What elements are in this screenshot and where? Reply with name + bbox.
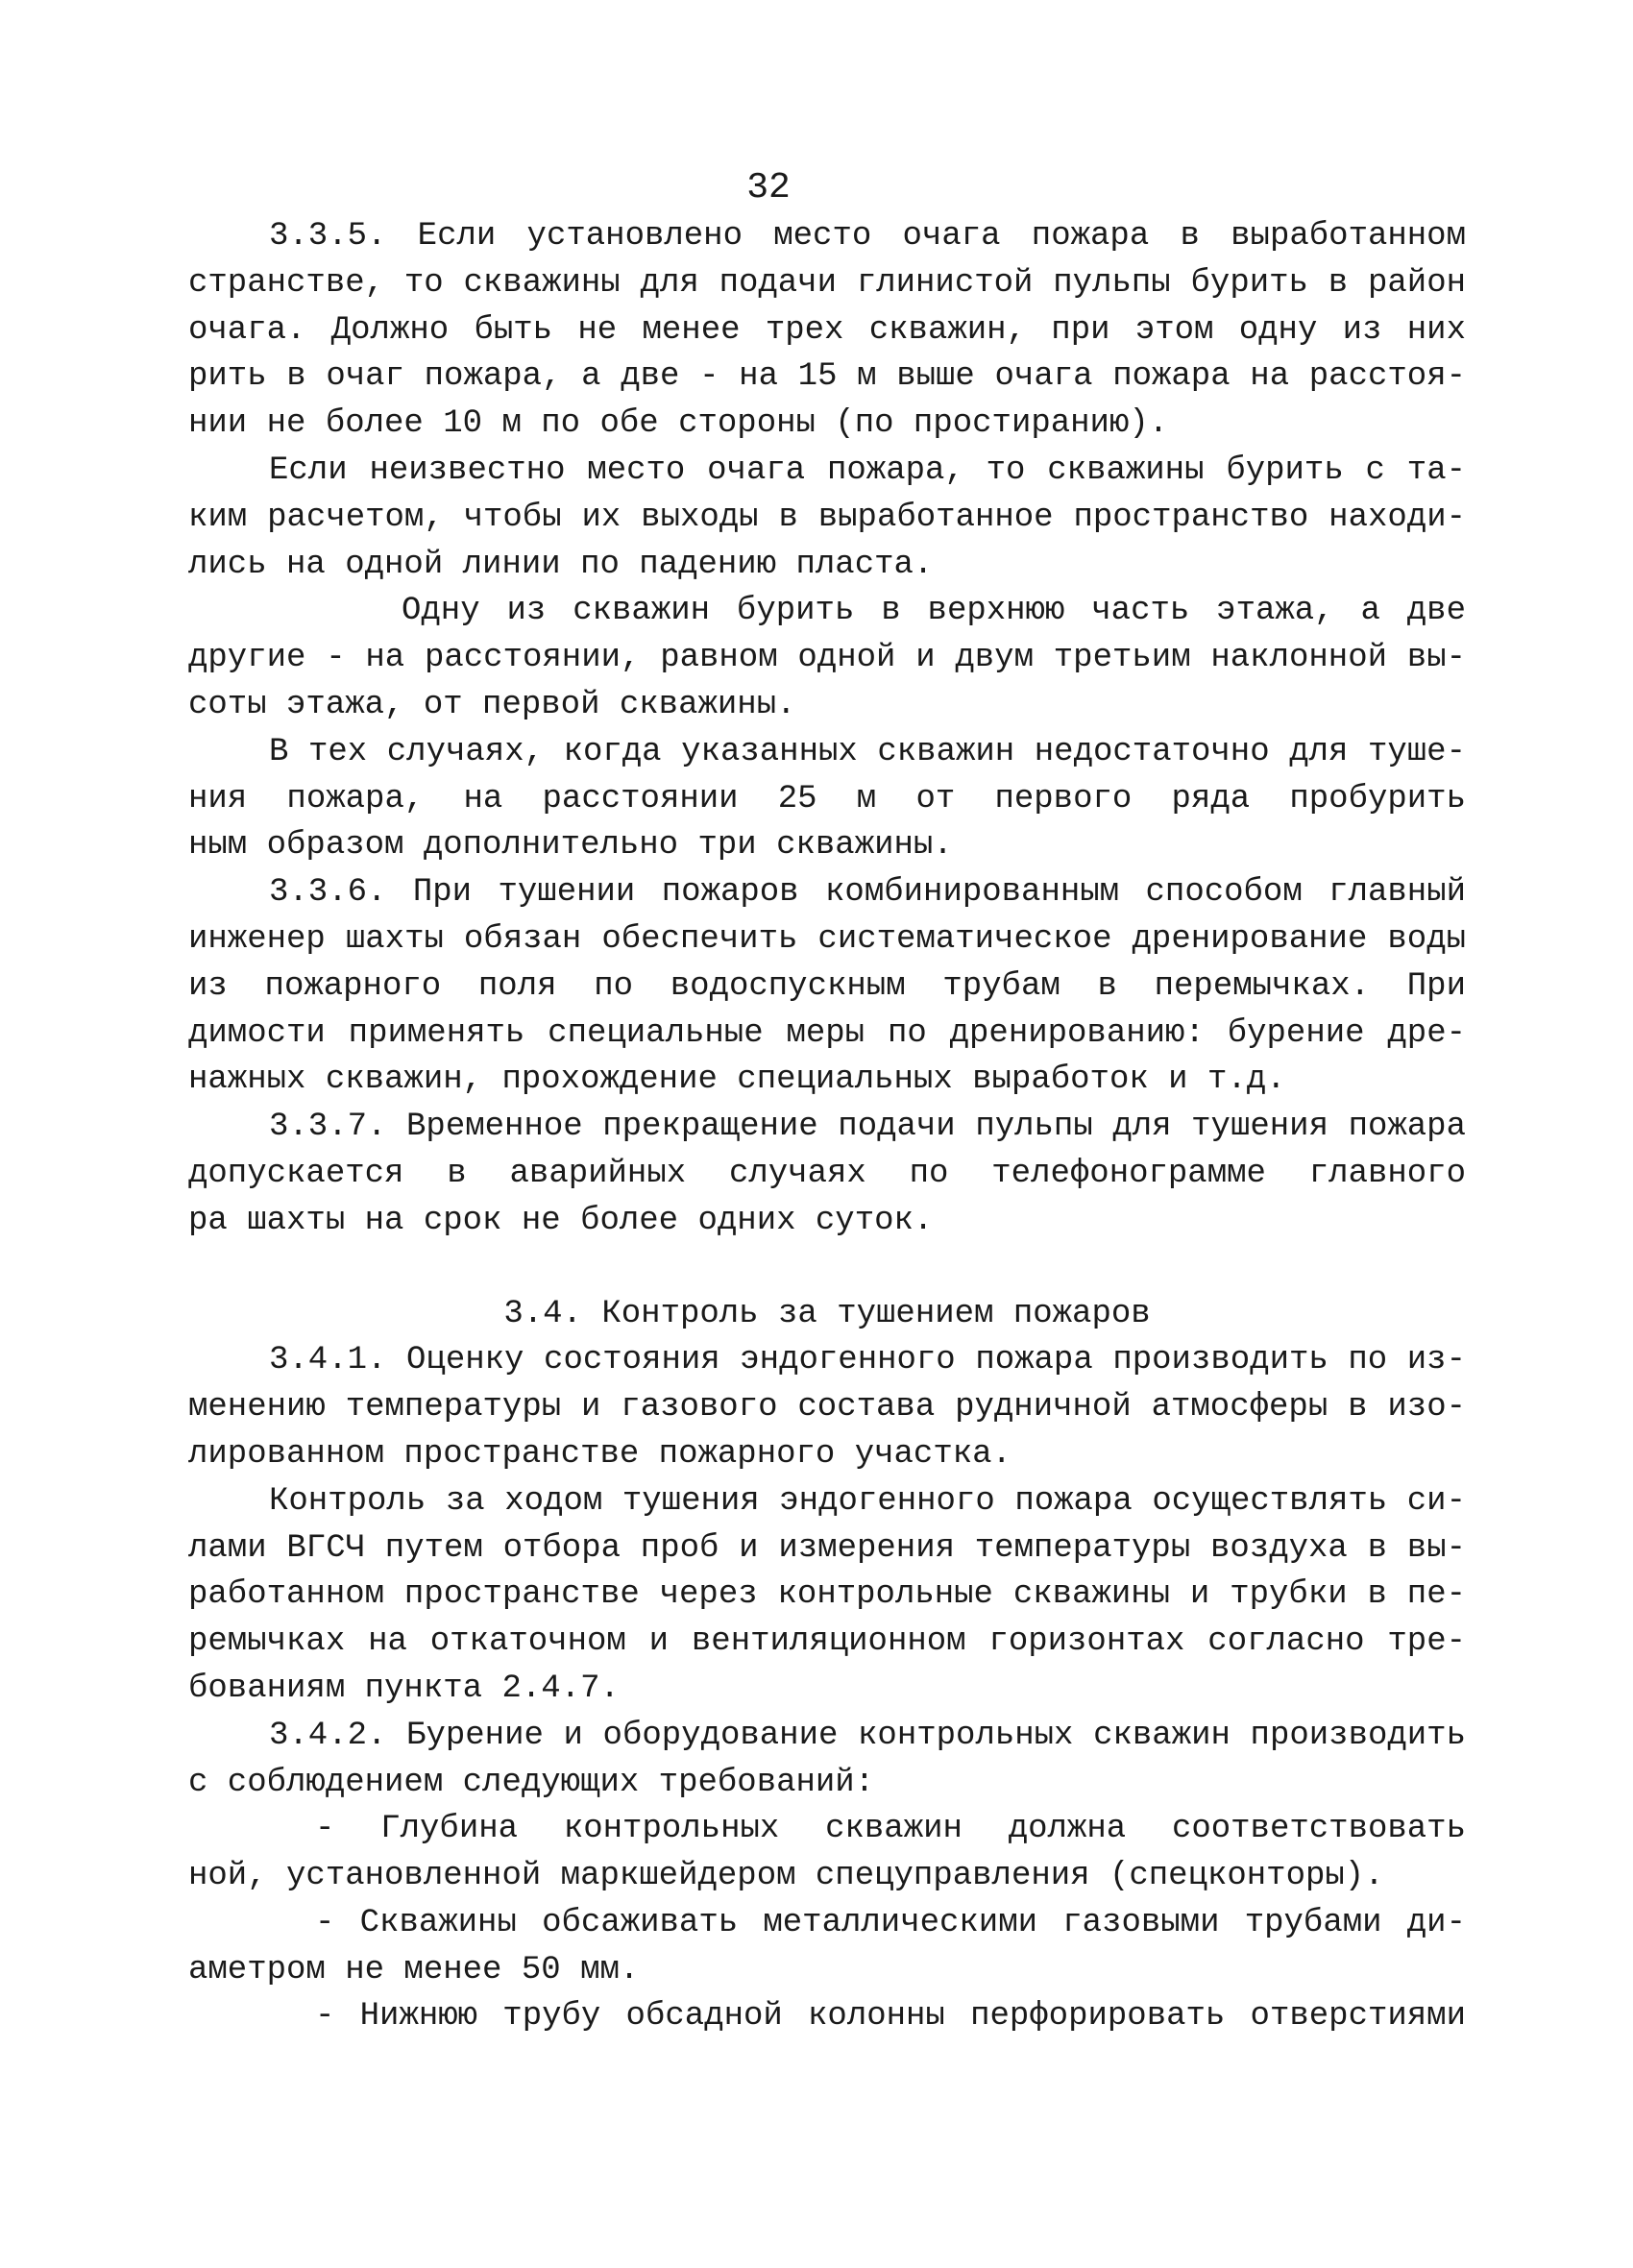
- list-item-depth: [188, 1806, 1466, 1900]
- page-number: 32: [746, 167, 791, 208]
- text-line: рить в очаг пожара, а две - на 15 м выше очага пожара на расстоя-: [188, 358, 1466, 396]
- list-item-casing: [188, 1900, 1466, 1994]
- text-line: менению температуры и газового состава рудничной атмосферы в изо-: [188, 1389, 1466, 1427]
- text-line: с соблюдением следующих требований:: [188, 1764, 875, 1801]
- paragraph-3-3-7: [188, 1104, 1466, 1244]
- text-line: инженер шахты обязан обеспечить систематическое дренирование воды: [188, 920, 1466, 958]
- text-line: ремычках на откаточном и вентиляционном горизонтах согласно тре-: [188, 1623, 1466, 1661]
- text-line: странстве, то скважины для подачи глинистой пульпы бурить в район: [188, 264, 1466, 302]
- text-line: аметром не менее 50 мм.: [188, 1951, 640, 1988]
- paragraph-3-4-2: [188, 1713, 1466, 1807]
- text-line: 3.3.5. Если установлено место очага пожара в выработанном: [269, 218, 1466, 255]
- text-line: нажных скважин, прохождение специальных выработок и т.д.: [188, 1061, 1286, 1099]
- paragraph-unknown-location: [188, 448, 1466, 588]
- text-line: из пожарного поля по водоспускным трубам в перемычках. При: [188, 967, 1466, 1005]
- text-line: другие - на расстоянии, равном одной и двум третьим наклонной вы-: [188, 640, 1466, 677]
- paragraph-upper-part: [188, 588, 1466, 728]
- text-line: нии не более 10 м по обе стороны (по простиранию).: [188, 405, 1169, 443]
- text-line: лами ВГСЧ путем отбора проб и измерения температуры воздуха в вы-: [188, 1529, 1466, 1567]
- paragraph-3-3-5: [188, 213, 1466, 448]
- text-line: - Глубина контрольных скважин должна соответствовать: [315, 1811, 1466, 1848]
- paragraph-3-3-6: [188, 869, 1466, 1104]
- text-line: очага. Должно быть не менее трех скважин, при этом одну из них: [188, 311, 1466, 349]
- paragraph-insufficient: [188, 729, 1466, 869]
- text-line: работанном пространстве через контрольные скважины и трубки в пе-: [188, 1576, 1466, 1614]
- text-line: Контроль за ходом тушения эндогенного пожара осуществлять си-: [269, 1482, 1466, 1520]
- paragraph-control: [188, 1478, 1466, 1713]
- text-line: бованиям пункта 2.4.7.: [188, 1670, 620, 1707]
- text-line: 3.3.7. Временное прекращение подачи пульпы для тушения пожара: [269, 1109, 1466, 1146]
- text-line: димости применять специальные меры по дренированию: бурение дре-: [188, 1014, 1466, 1052]
- text-line: лись на одной линии по падению пласта.: [188, 546, 934, 583]
- text-line: Одну из скважин бурить в верхнюю часть этажа, а две: [402, 593, 1466, 630]
- text-line: Если неизвестно место очага пожара, то скважины бурить с та-: [269, 451, 1466, 489]
- text-line: ра шахты на срок не более одних суток.: [188, 1202, 934, 1239]
- text-line: - Нижнюю трубу обсадной колонны перфорировать отверстиями: [315, 1998, 1466, 2036]
- text-line: 3.4.1. Оценку состояния эндогенного пожара производить по из-: [269, 1342, 1466, 1379]
- text-line: 3.3.6. При тушении пожаров комбинированным способом главный: [269, 874, 1466, 912]
- section-heading: 3.4. Контроль за тушением пожаров: [503, 1295, 1151, 1332]
- list-item-perforation: [188, 1993, 1466, 2040]
- text-line: ния пожара, на расстоянии 25 м от первого ряда пробурить: [188, 780, 1466, 817]
- text-line: ной, установленной маркшейдером спецуправления (спецконторы).: [188, 1858, 1384, 1895]
- paragraph-3-4-1: [188, 1337, 1466, 1477]
- text-line: допускается в аварийных случаях по телефонограмме главного: [188, 1155, 1466, 1192]
- text-line: В тех случаях, когда указанных скважин недостаточно для туше-: [269, 733, 1466, 770]
- document-body: [188, 213, 1466, 2040]
- text-line: - Скважины обсаживать металлическими газовыми трубами ди-: [315, 1904, 1466, 1941]
- text-line: ным образом дополнительно три скважины.: [188, 827, 953, 865]
- text-line: соты этажа, от первой скважины.: [188, 686, 796, 723]
- text-line: 3.4.2. Бурение и оборудование контрольных скважин производить: [269, 1717, 1466, 1754]
- text-line: ким расчетом, чтобы их выходы в выработанное пространство находи-: [188, 499, 1466, 536]
- text-line: лированном пространстве пожарного участка.: [188, 1435, 1011, 1473]
